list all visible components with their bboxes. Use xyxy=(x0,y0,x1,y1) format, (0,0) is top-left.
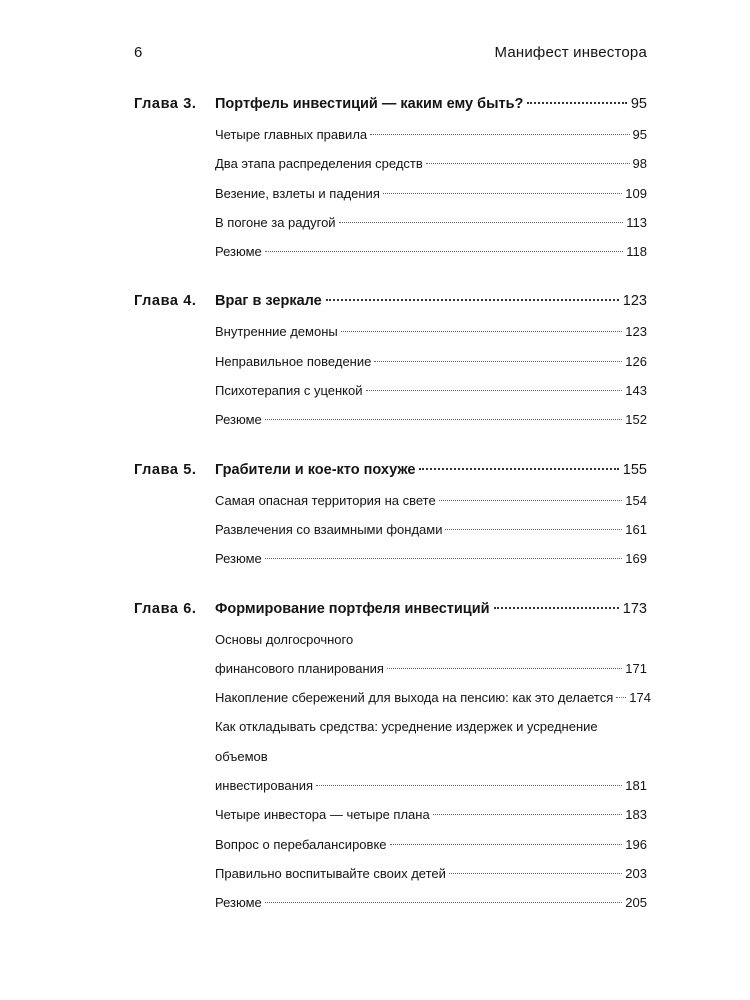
section-title-line-2: финансового планирования xyxy=(215,660,384,676)
section-title: Резюме xyxy=(215,895,262,911)
chapter-heading[interactable] xyxy=(134,597,647,625)
section-title: Четыре главных правила xyxy=(215,127,368,142)
section-page: 123 xyxy=(625,324,647,340)
section-page: 161 xyxy=(625,521,647,537)
dot-leader xyxy=(419,468,618,470)
section-title: В погоне за радугой xyxy=(215,214,336,230)
chapter-label: Глава 4. xyxy=(134,293,197,310)
section-title: Внутренние демоны xyxy=(215,324,338,340)
dot-leader xyxy=(449,873,622,874)
dot-leader xyxy=(439,500,623,501)
dot-leader xyxy=(265,419,623,420)
toc-entry[interactable] xyxy=(215,515,647,544)
section-title: Резюме xyxy=(215,244,262,260)
section-title: Вопрос о перебалансировке xyxy=(215,836,387,852)
section-page: 154 xyxy=(625,492,647,508)
toc-entry[interactable] xyxy=(215,120,647,149)
toc-entry[interactable] xyxy=(215,800,647,829)
dot-leader xyxy=(366,390,623,391)
chapter-6 xyxy=(134,597,651,918)
section-page: 109 xyxy=(625,185,647,201)
dot-leader xyxy=(616,697,626,698)
section-page: 205 xyxy=(625,895,647,911)
toc-entry[interactable] xyxy=(215,830,647,859)
dot-leader xyxy=(445,529,622,530)
section-page: 143 xyxy=(625,383,647,399)
chapter-3 xyxy=(134,92,647,266)
toc-entry[interactable] xyxy=(215,712,647,800)
section-title: Накопление сбережений для выхода на пенсию: как это делается xyxy=(215,690,614,706)
toc-entry[interactable] xyxy=(215,376,647,405)
dot-leader xyxy=(265,902,623,903)
toc-entry[interactable] xyxy=(215,237,647,266)
section-title: Два этапа распределения средств xyxy=(215,156,423,172)
section-page: 169 xyxy=(625,551,647,567)
chapter-title: Грабители и кое-кто похуже xyxy=(215,461,416,478)
section-title: Резюме xyxy=(215,551,262,567)
section-title: Самая опасная территория на свете xyxy=(215,492,436,508)
page-number: 6 xyxy=(134,44,143,61)
section-title: Психотерапия с уценкой xyxy=(215,383,363,399)
chapter-label: Глава 5. xyxy=(134,461,197,478)
section-page: 171 xyxy=(625,660,647,676)
section-title: Неправильное поведение xyxy=(215,353,372,369)
section-title: Резюме xyxy=(215,412,262,428)
chapter-page: 123 xyxy=(622,293,647,310)
dot-leader xyxy=(326,299,619,301)
chapter-page: 173 xyxy=(622,600,647,617)
section-page: 126 xyxy=(625,353,647,369)
toc-entry[interactable] xyxy=(215,888,647,917)
dot-leader xyxy=(387,668,622,669)
chapter-heading[interactable] xyxy=(134,92,647,120)
chapter-title: Враг в зеркале xyxy=(215,293,322,310)
toc-entry[interactable] xyxy=(215,179,647,208)
section-page: 183 xyxy=(625,807,647,823)
toc-entry[interactable] xyxy=(215,486,647,515)
toc-entry[interactable] xyxy=(215,405,647,434)
chapter-label: Глава 3. xyxy=(134,96,197,112)
dot-leader xyxy=(341,331,623,332)
section-title: Правильно воспитывайте своих детей xyxy=(215,865,446,881)
dot-leader xyxy=(339,222,624,223)
toc-entry[interactable] xyxy=(215,317,647,346)
section-page: 98 xyxy=(632,156,647,172)
section-title: Четыре инвестора — четыре плана xyxy=(215,807,430,823)
section-title: Везение, взлеты и падения xyxy=(215,185,380,201)
section-page: 203 xyxy=(625,865,647,881)
chapter-title: Портфель инвестиций — каким ему быть? xyxy=(215,96,524,112)
section-page: 113 xyxy=(626,214,647,230)
section-title-line-1: Как откладывать средства: усреднение издержек и усреднение объемов xyxy=(215,719,598,764)
toc-entry[interactable] xyxy=(215,149,647,178)
dot-leader xyxy=(316,785,622,786)
toc-entry[interactable] xyxy=(215,208,647,237)
table-of-contents xyxy=(134,92,651,941)
chapter-heading[interactable] xyxy=(134,289,647,317)
toc-entry[interactable] xyxy=(215,859,647,888)
toc-entry[interactable] xyxy=(215,625,647,684)
dot-leader xyxy=(426,163,630,164)
dot-leader xyxy=(383,193,622,194)
section-page: 118 xyxy=(626,244,647,260)
dot-leader xyxy=(265,558,623,559)
chapter-4 xyxy=(134,289,647,434)
section-title: Развлечения со взаимными фондами xyxy=(215,521,443,537)
page-header xyxy=(134,44,647,64)
chapter-page: 95 xyxy=(630,96,647,112)
dot-leader xyxy=(527,102,626,104)
dot-leader xyxy=(494,607,619,609)
chapter-5 xyxy=(134,458,647,574)
section-title-line-2: инвестирования xyxy=(215,778,314,794)
section-page: 181 xyxy=(625,778,647,794)
section-page: 196 xyxy=(625,836,647,852)
dot-leader xyxy=(265,251,623,252)
toc-entry[interactable] xyxy=(215,683,651,712)
chapter-label: Глава 6. xyxy=(134,600,197,617)
chapter-heading[interactable] xyxy=(134,458,647,486)
running-title: Манифест инвестора xyxy=(494,44,647,61)
section-page: 95 xyxy=(632,127,647,142)
toc-entry[interactable] xyxy=(215,544,647,573)
section-page: 152 xyxy=(625,412,647,428)
chapter-page: 155 xyxy=(622,461,647,478)
section-title-line-1: Основы долгосрочного xyxy=(215,631,354,647)
chapter-title: Формирование портфеля инвестиций xyxy=(215,600,490,617)
dot-leader xyxy=(370,134,629,135)
dot-leader xyxy=(374,361,622,362)
section-page: 174 xyxy=(629,690,651,706)
toc-entry[interactable] xyxy=(215,347,647,376)
dot-leader xyxy=(433,814,623,815)
dot-leader xyxy=(390,844,623,845)
